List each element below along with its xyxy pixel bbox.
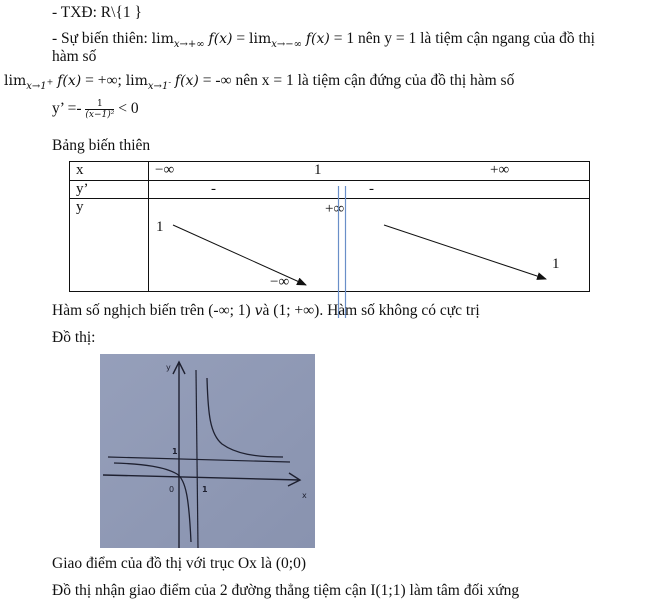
y-left-end: −∞	[270, 274, 290, 290]
row-label-x: x	[70, 162, 149, 181]
lim-symbol: lim	[151, 31, 174, 47]
origin-label: 0	[169, 485, 175, 494]
y-right-end: 1	[552, 256, 560, 272]
vertical-asymptote-text: = -∞ nên x = 1 là tiệm cận đứng của đồ thị hàm số	[198, 72, 515, 89]
graph-title	[52, 329, 96, 347]
variation-table-title-text: Bảng biến thiên	[52, 137, 151, 154]
row-label-y: y	[70, 199, 149, 292]
intersection-text: Giao điểm của đồ thị với trục Ox là (0;0)	[52, 555, 306, 572]
derivative-lhs: y’ =-	[52, 100, 86, 117]
fx-4: f(x)	[174, 73, 199, 89]
x-neg-inf: −∞	[155, 162, 175, 178]
horizontal-asymptote-text: = 1 nên y = 1 là tiệm cận ngang của đồ thị	[329, 30, 595, 47]
domain-text: - TXĐ: R\{1 }	[52, 4, 142, 21]
lim-sub-pinf: x→+∞	[173, 39, 205, 50]
axis-x-label: x	[302, 491, 307, 500]
row-label-yprime: y’	[70, 181, 149, 199]
graph-title-text: Đồ thị:	[52, 329, 96, 346]
tick-1-x-label: 1	[202, 485, 208, 494]
lim-sub-minf: x→−∞	[271, 39, 302, 50]
axis-y-label: y	[166, 363, 171, 372]
monotonic-text-2: à (1; +∞). Hàm số không có cực trị	[262, 302, 480, 319]
symmetry-line	[52, 582, 519, 600]
monotonic-va-v: v	[254, 303, 263, 319]
fx-3: f(x)	[57, 73, 82, 89]
yprime-sign-left: -	[211, 181, 216, 197]
decrease-arrow-right	[384, 225, 546, 279]
symmetry-text: Đồ thị nhận giao điểm của 2 đường thẳng tiệm cận I(1;1) làm tâm đối xứng	[52, 582, 520, 599]
ham-so-text: hàm số	[52, 48, 97, 65]
derivative-rhs: < 0	[114, 100, 139, 117]
lim-symbol-4: lim	[125, 73, 148, 89]
lim-symbol-3: lim	[4, 73, 27, 89]
eq-pinf: = +∞;	[81, 72, 126, 89]
eq-mid: =	[232, 30, 250, 47]
yprime-sign-right: -	[369, 181, 374, 197]
monotonic-text-1: Hàm số nghịch biến trên (-∞; 1)	[52, 302, 255, 319]
variation-prefix: - Sự biến thiên:	[52, 30, 152, 47]
tick-1-y-label: 1	[172, 447, 178, 456]
x-one: 1	[314, 162, 322, 178]
y-right-start: +∞	[325, 201, 345, 217]
lim-symbol-2: lim	[249, 31, 272, 47]
decrease-arrow-left	[173, 225, 306, 285]
lim-sub-1minus: x→1-	[147, 77, 172, 92]
fx-1: f(x)	[208, 31, 233, 47]
lim-sub-1plus: x→1+	[26, 77, 54, 92]
derivative-fraction: $\frac{1}{\text{(x−1)²}}$	[85, 98, 115, 120]
monotonic-line	[52, 302, 480, 320]
graph-photo	[100, 354, 315, 548]
y-left-start: 1	[156, 219, 164, 235]
x-pos-inf: +∞	[490, 162, 510, 178]
intersection-line	[52, 555, 306, 573]
fx-2: f(x)	[305, 31, 330, 47]
